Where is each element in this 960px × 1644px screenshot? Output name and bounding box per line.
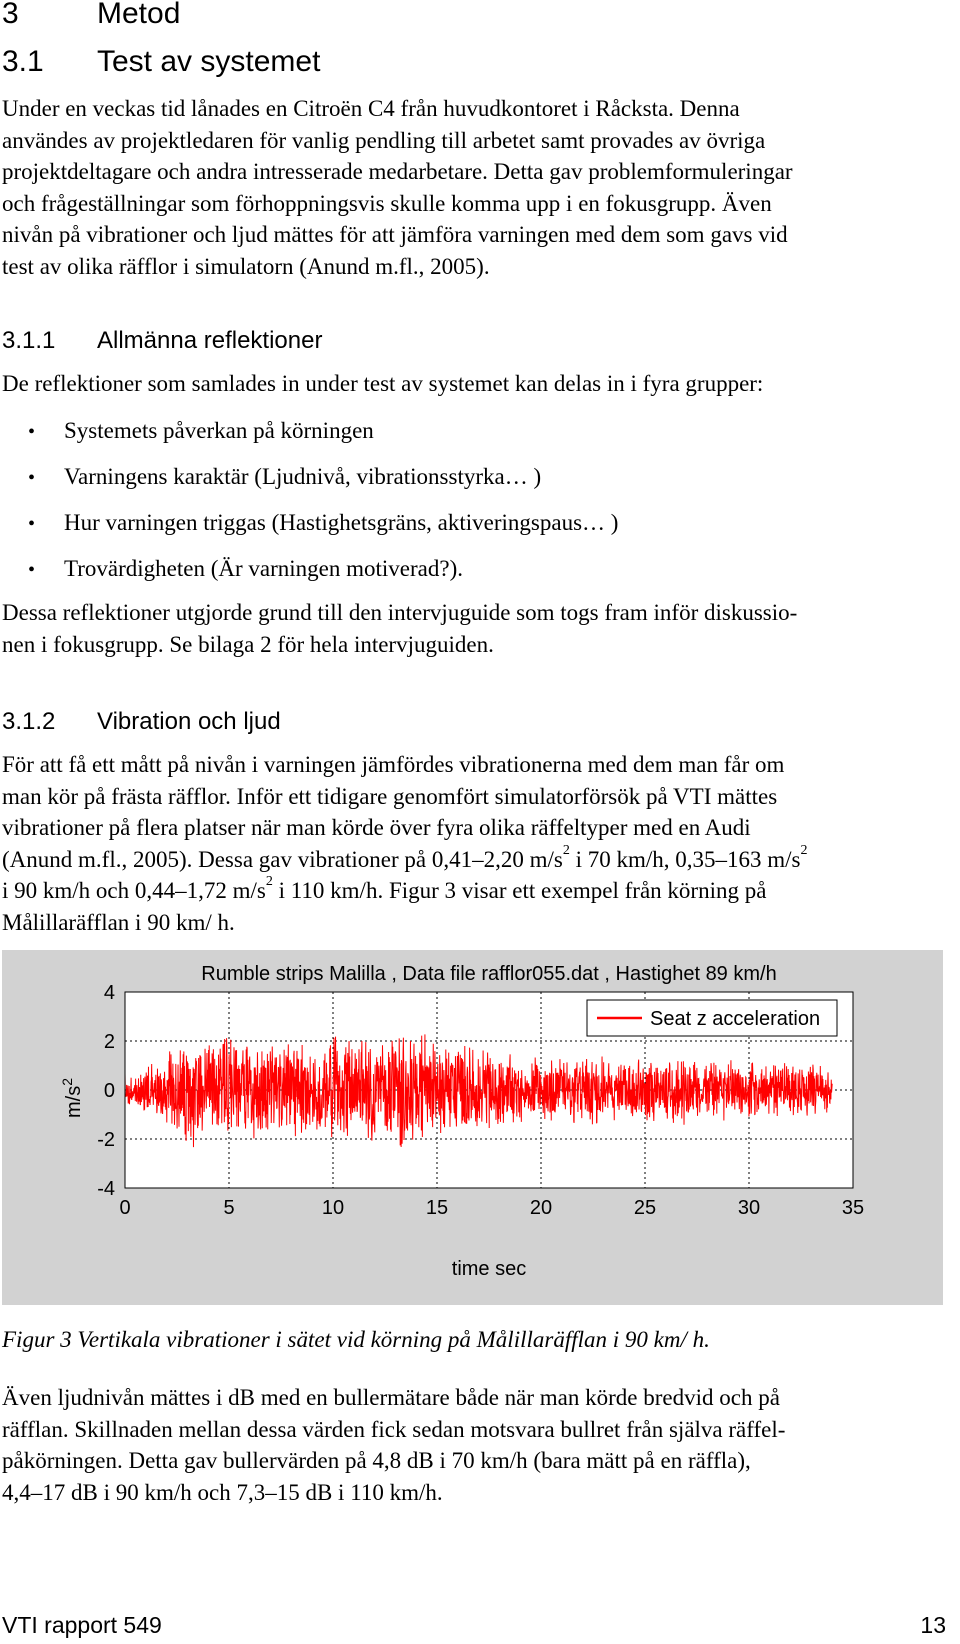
text-run: i 110 km/h. Figur 3 visar ett exempel från körning på — [272, 878, 767, 903]
reflections-summary — [2, 597, 947, 660]
list-item-text: Systemets påverkan på körningen — [64, 418, 374, 443]
bullet-icon: • — [28, 421, 36, 443]
text-line: och frågeställningar som förhoppningsvis skulle komma upp i en fokusgrupp. Även — [2, 190, 772, 216]
bullet-icon: • — [28, 513, 36, 535]
subsubsection-title: Allmänna reflektioner — [97, 327, 323, 354]
figure-3-chart — [2, 950, 943, 1305]
text-line: Även ljudnivån mättes i dB med en bullermätare både när man körde bredvid och på — [2, 1385, 780, 1410]
text-line — [2, 875, 947, 907]
text-line: För att få ett mått på nivån i varningen jämfördes vibrationerna med dem man får om — [2, 752, 785, 777]
text-run: i 70 km/h, 0,35–163 m/s — [569, 846, 801, 872]
list-item — [28, 507, 618, 540]
superscript: 2 — [800, 842, 808, 858]
footer-report-name: VTI rapport 549 — [2, 1612, 162, 1638]
subsubsection-heading-1 — [2, 327, 322, 355]
text-line: Dessa reflektioner utgjorde grund till den intervjuguide som togs fram inför diskussio- — [2, 600, 798, 625]
legend-label: Seat z acceleration — [650, 1008, 821, 1030]
text-line: man kör på frästa räfflor. Inför ett tidigare genomfört simulatorförsök på VTI mättes — [2, 783, 778, 809]
text-line — [2, 844, 947, 876]
subsection-heading — [2, 45, 320, 79]
list-item — [28, 461, 541, 494]
y-axis-label-sup: 2 — [59, 1077, 75, 1086]
x-axis-label: time sec — [451, 1258, 527, 1280]
bullet-icon: • — [28, 467, 36, 489]
list-item — [28, 415, 374, 448]
x-tick-label: 0 — [119, 1197, 131, 1219]
noise-paragraph — [2, 1382, 947, 1508]
x-tick-label: 35 — [841, 1197, 865, 1219]
list-item-text: Hur varningen triggas (Hastighetsgräns, aktiveringspaus… ) — [64, 510, 619, 535]
text-line: test av olika räfflor i simulatorn (Anund m.fl., 2005). — [2, 253, 490, 279]
list-item — [28, 553, 463, 586]
x-tick-label: 25 — [633, 1197, 657, 1219]
text-line: vibrationer på flera platser när man körde över fyra olika räffeltyper med en Audi — [2, 815, 751, 840]
text-line: Under en veckas tid lånades en Citroën C4 från huvudkontoret i Råcksta. Denna — [2, 96, 740, 121]
subsubsection-title: Vibration och ljud — [97, 708, 281, 735]
text-run: i 90 km/h och 0,44–1,72 m/s — [2, 878, 266, 903]
text-line: användes av projektledaren för vanlig pendling till arbetet samt provades av övriga — [2, 127, 766, 153]
subsection-number: 3.1 — [2, 45, 44, 78]
text-line: De reflektioner som samlades in under test av systemet kan delas in i fyra grupper: — [2, 371, 764, 396]
y-tick-label: -4 — [97, 1178, 115, 1200]
subsection-title: Test av systemet — [97, 45, 321, 78]
y-axis-label — [59, 1078, 85, 1118]
subsubsection-number: 3.1.2 — [2, 708, 56, 735]
chart-svg — [2, 950, 943, 1305]
subsubsection-heading-2 — [2, 708, 281, 736]
y-tick-label: -2 — [97, 1129, 115, 1151]
vibration-paragraph — [2, 749, 947, 938]
chart-legend — [587, 1000, 837, 1036]
section-title: Metod — [97, 0, 181, 30]
list-item-text: Trovärdigheten (Är varningen motiverad?). — [64, 556, 463, 581]
y-tick-label: 2 — [103, 1031, 115, 1053]
page-number: 13 — [920, 1612, 946, 1638]
y-axis-label-text: m/s — [63, 1085, 85, 1119]
reflections-intro — [2, 368, 947, 400]
x-tick-label: 15 — [425, 1197, 449, 1219]
x-tick-label: 10 — [321, 1197, 345, 1219]
text-run: (Anund m.fl., 2005). Dessa gav vibrationer på 0,41–2,20 m/s — [2, 846, 563, 872]
text-line: nivån på vibrationer och ljud mättes för att jämföra varningen med dem som gavs vid — [2, 222, 788, 247]
y-tick-label: 4 — [103, 982, 115, 1004]
text-line: påkörningen. Detta gav bullervärden på 4,8 dB i 70 km/h (bara mätt på en räffla), — [2, 1448, 751, 1473]
text-line: projektdeltagare och andra intresserade medarbetare. Detta gav problemformuleringar — [2, 159, 793, 184]
text-line: Målillaräfflan i 90 km/ h. — [2, 909, 235, 935]
list-item-text: Varningens karaktär (Ljudnivå, vibrationsstyrka… ) — [64, 464, 542, 489]
x-tick-label: 20 — [529, 1197, 553, 1219]
superscript: 2 — [562, 842, 570, 858]
x-tick-label: 30 — [737, 1197, 761, 1219]
x-tick-label: 5 — [223, 1197, 235, 1219]
subsubsection-number: 3.1.1 — [2, 327, 56, 354]
bullet-icon: • — [28, 559, 36, 581]
text-line: räfflan. Skillnaden mellan dessa värden fick sedan motsvara bullret från själva räffel- — [2, 1416, 786, 1442]
y-tick-label: 0 — [103, 1080, 115, 1102]
text-line: nen i fokusgrupp. Se bilaga 2 för hela intervjuguiden. — [2, 631, 494, 657]
section-number: 3 — [2, 0, 19, 30]
superscript: 2 — [265, 874, 273, 890]
intro-paragraph — [2, 93, 947, 282]
section-heading — [2, 0, 180, 31]
chart-title: Rumble strips Malilla , Data file rafflor055.dat , Hastighet 89 km/h — [201, 963, 777, 985]
text-line: 4,4–17 dB i 90 km/h och 7,3–15 dB i 110 km/h. — [2, 1479, 443, 1505]
figure-caption: Figur 3 Vertikala vibrationer i sätet vid körning på Målillaräfflan i 90 km/ h. — [2, 1327, 710, 1352]
